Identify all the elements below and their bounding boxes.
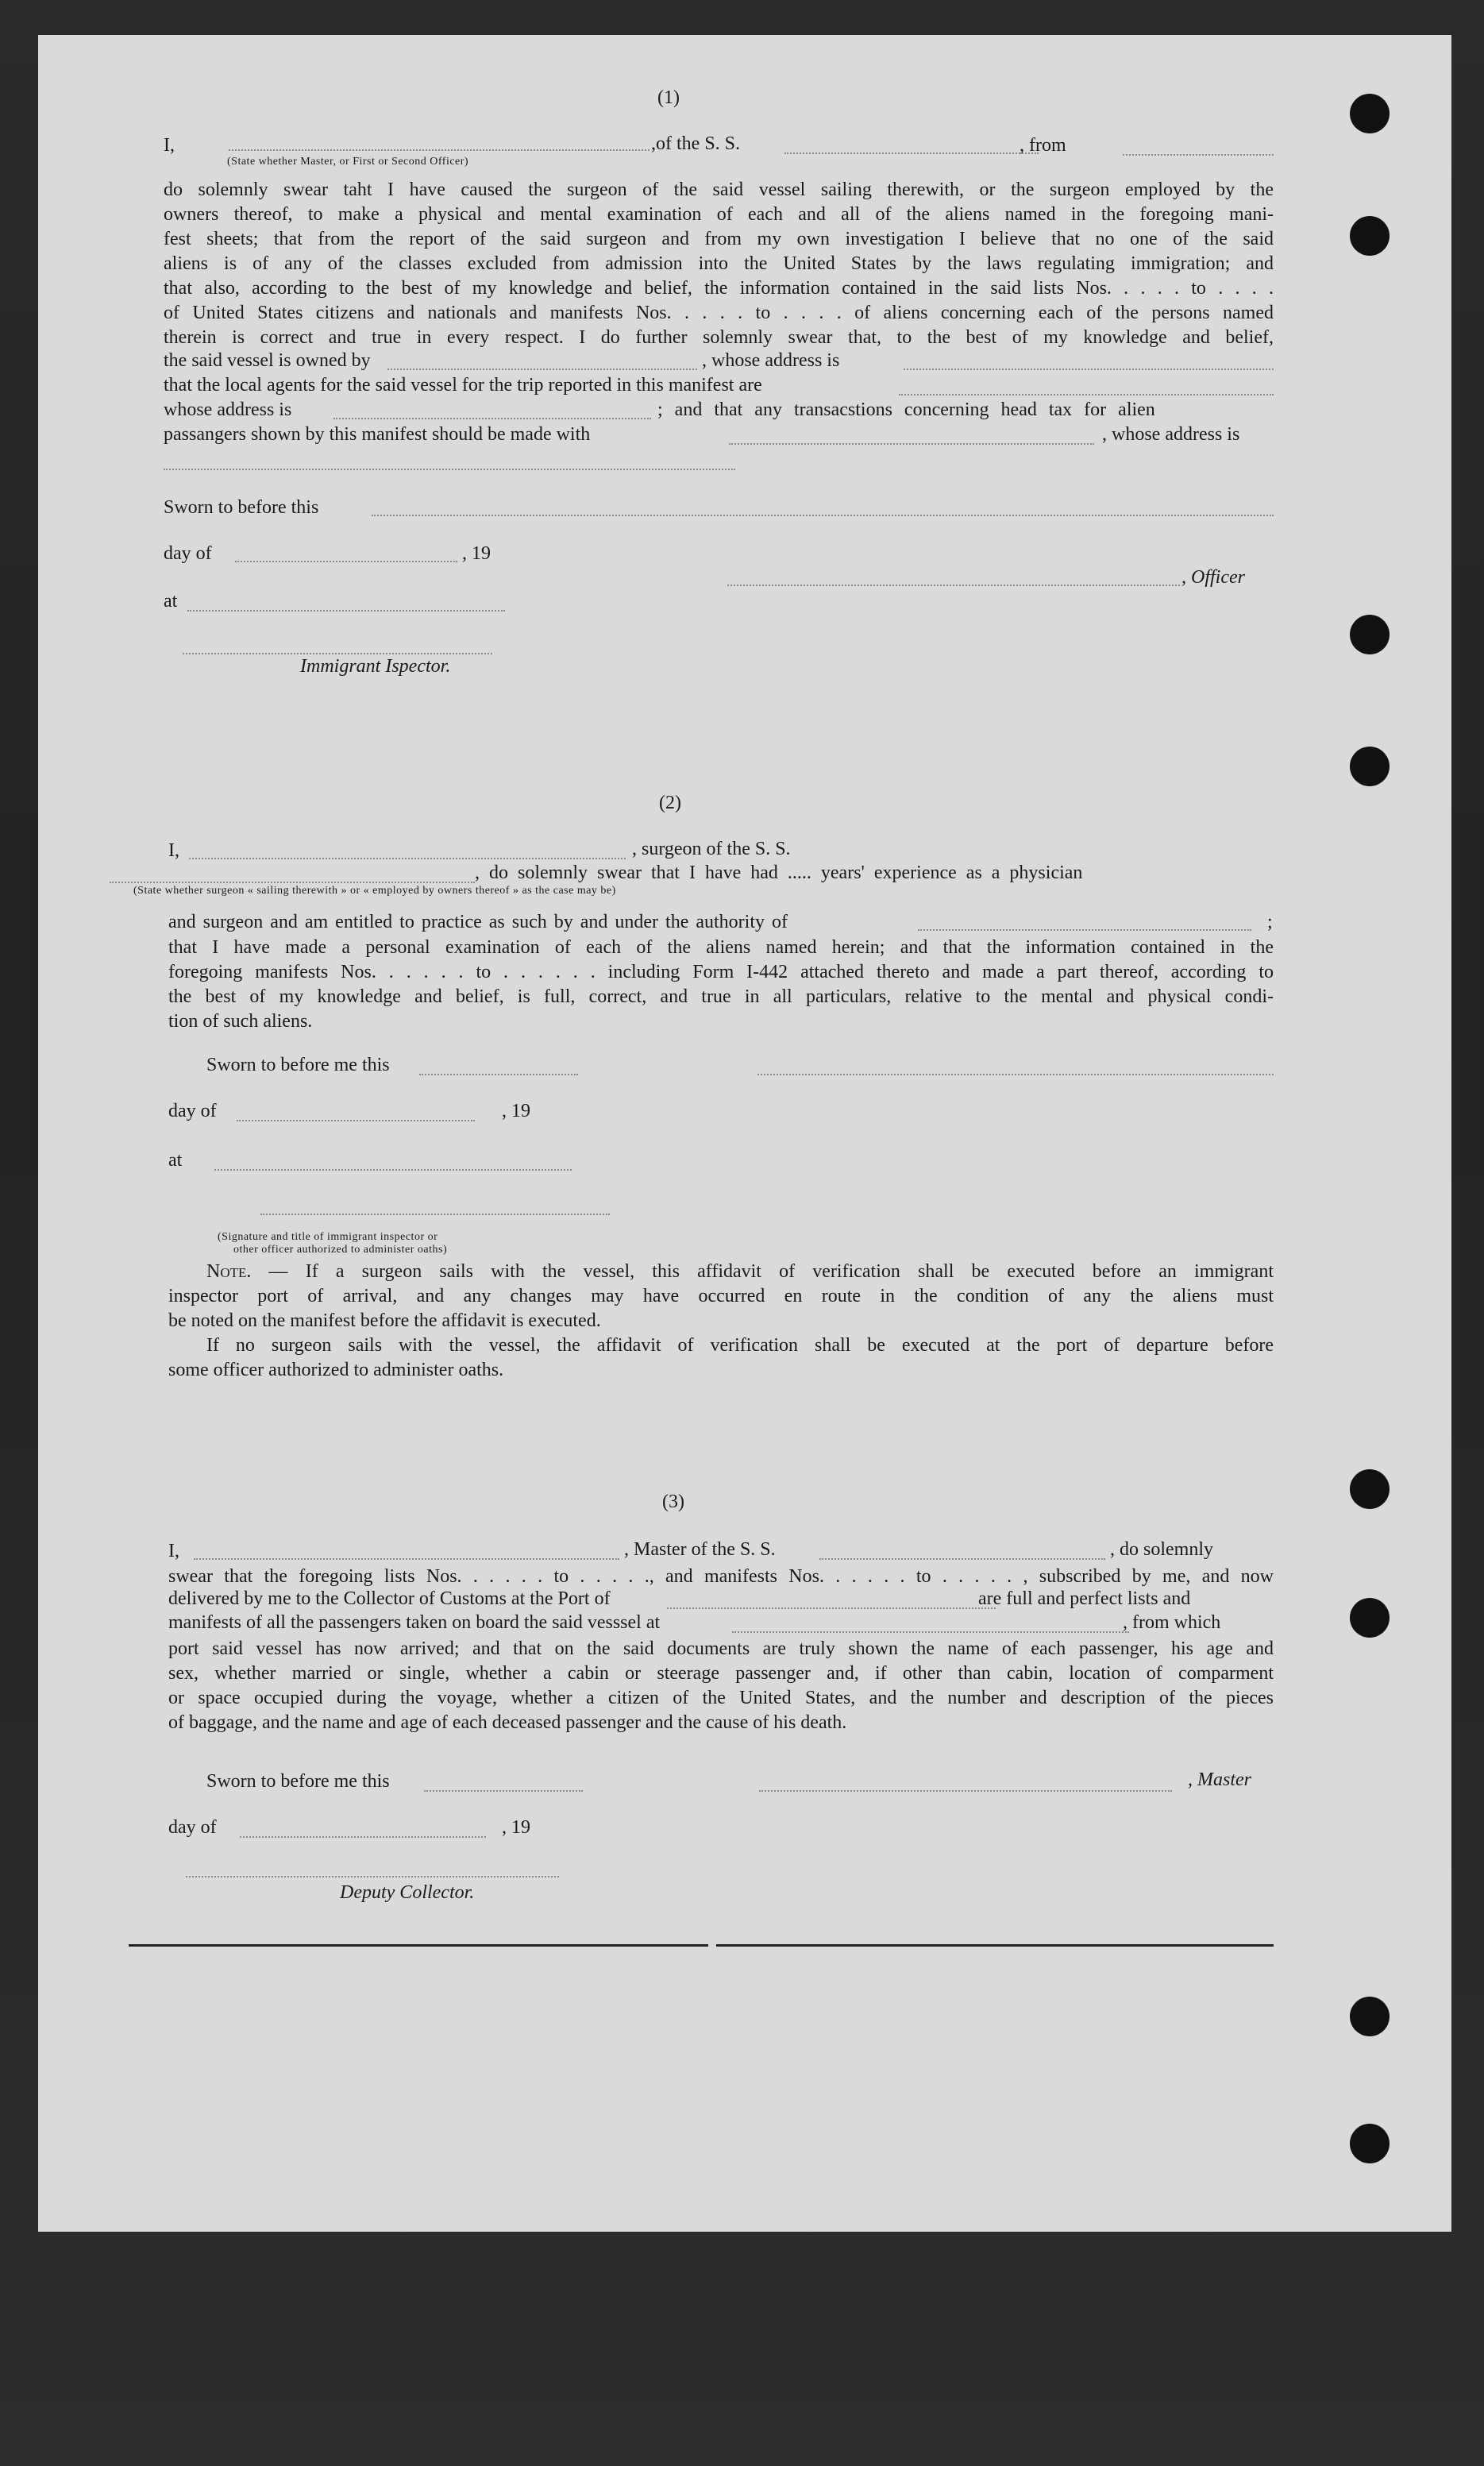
passengers-label: passangers shown by this manifest should be made with xyxy=(164,424,591,445)
local-agents-field[interactable] xyxy=(899,394,1274,396)
bottom-rule xyxy=(716,1944,1274,1947)
paragraph-line xyxy=(168,1333,1274,1358)
note-text: — If a surgeon sails with the vessel, this affidavit of verification shall be executed before an immigrant xyxy=(268,1261,1274,1282)
binder-hole xyxy=(1350,216,1390,256)
head-tax-text: ; and that any transacstions concerning head tax for alien xyxy=(657,399,1155,420)
surgeon-name-field[interactable] xyxy=(189,858,626,859)
owned-by-label: the said vessel is owned by xyxy=(164,350,371,371)
sworn-label-3: Sworn to before me this xyxy=(206,1771,390,1792)
month-field-1[interactable] xyxy=(235,561,457,562)
inspector-signature-field[interactable] xyxy=(183,653,492,654)
year-label-3: , 19 xyxy=(502,1817,530,1838)
section-3-number: (3) xyxy=(662,1492,684,1512)
agent-address-label-2: , whose address is xyxy=(1102,424,1240,445)
sworn-label-2: Sworn to before me this xyxy=(206,1055,390,1075)
paragraph-line xyxy=(168,1260,1274,1284)
deputy-collector-label: Deputy Collector. xyxy=(340,1882,475,1903)
section-2-number: (2) xyxy=(659,793,681,813)
section-3-line-2 xyxy=(168,1565,1274,1589)
sworn-date-field-3[interactable] xyxy=(424,1790,583,1792)
binder-hole xyxy=(1350,2124,1390,2163)
surgeon-ship-field[interactable] xyxy=(110,882,475,883)
port-field[interactable] xyxy=(667,1607,996,1609)
section-1-paragraph xyxy=(164,178,1274,350)
paragraph-line: fest sheets; that from the report of the said surgeon and from my own investigation I believe that no one of the said xyxy=(164,229,1274,249)
paragraph-line: sex, whether married or single, whether a cabin or steerage passenger and, if other than cabin, location of comparment xyxy=(168,1663,1274,1684)
paragraph-line: of United States citizens and nationals and manifests Nos. . . . . to . . . . of aliens concerning each of the persons named xyxy=(164,303,1274,323)
section-1-number: (1) xyxy=(657,87,680,108)
agent-address-label: whose address is xyxy=(164,399,292,420)
sworn-label-1: Sworn to before this xyxy=(164,497,319,518)
manifests-of-label: manifests of all the passengers taken on board the said vesssel at xyxy=(168,1612,661,1633)
binder-hole xyxy=(1350,615,1390,654)
paragraph-line: inspector port of arrival, and any changes may have occurred en route in the condition of any the aliens must xyxy=(168,1286,1274,1306)
binder-hole xyxy=(1350,94,1390,133)
binder-hole xyxy=(1350,1598,1390,1638)
paragraph-line: some officer authorized to administer oaths. xyxy=(168,1360,504,1380)
owner-address-field[interactable] xyxy=(904,369,1274,370)
paragraph-line: tion of such aliens. xyxy=(168,1011,313,1032)
paragraph-line: that also, according to the best of my knowledge and belief, the information contained in the said lists Nos. . . . . to . . . . xyxy=(164,278,1274,299)
note-label: Note. xyxy=(206,1261,252,1282)
paragraph-line: port said vessel has now arrived; and that on the said documents are truly shown the name of each passenger, his age and xyxy=(168,1638,1274,1659)
full-perfect-label: are full and perfect lists and xyxy=(978,1588,1191,1609)
month-field-2[interactable] xyxy=(237,1120,475,1121)
owner-field[interactable] xyxy=(387,369,697,370)
surgeon-signature-field[interactable] xyxy=(757,1074,1274,1075)
head-tax-agent-field[interactable] xyxy=(729,443,1094,445)
at-label-1: at xyxy=(164,591,178,612)
paragraph-line: do solemnly swear taht I have caused the surgeon of the said vessel sailing therewith, or the surgeon employed by the xyxy=(164,179,1274,200)
of-ss-label: ,of the S. S. xyxy=(651,133,741,154)
day-of-label-1: day of xyxy=(164,543,212,564)
sworn-date-field-1[interactable] xyxy=(372,515,1274,516)
section-1-lead: I, xyxy=(164,135,175,156)
paragraph-line: therein is correct and true in every respect. I do further solemnly swear that, to the best of my knowledge and belief, xyxy=(164,327,1274,348)
head-tax-address-field[interactable] xyxy=(164,469,735,470)
binder-hole xyxy=(1350,1469,1390,1509)
paragraph-line: that I have made a personal examination of each of the aliens named herein; and that the information contained in the xyxy=(168,937,1274,958)
inspector-signature-field-2[interactable] xyxy=(260,1214,610,1215)
month-field-3[interactable] xyxy=(240,1836,486,1838)
bottom-rule xyxy=(129,1944,708,1947)
paragraph-line: swear that the foregoing lists Nos. . . . . . to . . . . ., and manifests Nos. . . . . . to . . . . . , subscribed by me, and now xyxy=(168,1566,1274,1587)
officer-label: , Officer xyxy=(1181,567,1245,588)
authority-label: and surgeon and am entitled to practice as such by and under the authority of xyxy=(168,912,788,932)
signature-hint-2: other officer authorized to administer oaths) xyxy=(233,1244,448,1256)
paragraph-line: be noted on the manifest before the affidavit is executed. xyxy=(168,1310,601,1331)
from-port-field[interactable] xyxy=(1123,154,1274,156)
at-field-1[interactable] xyxy=(187,610,505,612)
from-which-label: , from which xyxy=(1123,1612,1221,1633)
officer-signature-field[interactable] xyxy=(727,585,1180,586)
master-name-field[interactable] xyxy=(194,1558,619,1560)
master-of-label: , Master of the S. S. xyxy=(624,1539,776,1560)
surgeon-swear-text: , do solemnly swear that I have had ..... years' experience as a physician xyxy=(475,863,1083,883)
collector-signature-field[interactable] xyxy=(186,1876,559,1877)
paragraph-line: foregoing manifests Nos. . . . . . to . . . . . . including Form I-442 attached thereto and made a part thereof, according to xyxy=(168,962,1274,982)
master-signature-field[interactable] xyxy=(759,1790,1172,1792)
section-2-lead: I, xyxy=(168,840,179,861)
section-3-lead: I, xyxy=(168,1541,179,1561)
section-2-paragraph xyxy=(168,936,1274,1034)
master-ship-field[interactable] xyxy=(819,1558,1105,1560)
master-label: , Master xyxy=(1188,1769,1251,1790)
inspector-label: Immigrant Ispector. xyxy=(300,656,451,677)
at-field-2[interactable] xyxy=(214,1169,572,1171)
boarding-port-field[interactable] xyxy=(732,1631,1129,1633)
paragraph-line: aliens is of any of the classes excluded from admission into the United States by the laws regulating immigration; and xyxy=(164,253,1274,274)
delivered-label: delivered by me to the Collector of Customs at the Port of xyxy=(168,1588,611,1609)
owner-address-label: , whose address is xyxy=(702,350,840,371)
ship-name-field[interactable] xyxy=(784,152,1039,154)
section-3-paragraph xyxy=(168,1637,1274,1735)
surgeon-of-label: , surgeon of the S. S. xyxy=(632,839,791,859)
surgeon-hint: (State whether surgeon « sailing therewith » or « employed by owners thereof » as the case may be) xyxy=(133,885,616,897)
authority-semicolon: ; xyxy=(1267,912,1273,932)
at-label-2: at xyxy=(168,1150,183,1171)
year-label-1: , 19 xyxy=(462,543,491,564)
officer-rank-hint: (State whether Master, or First or Second Officer) xyxy=(227,156,469,168)
paragraph-line: of baggage, and the name and age of each deceased passenger and the cause of his death. xyxy=(168,1712,847,1733)
sworn-date-field-2[interactable] xyxy=(419,1074,578,1075)
local-agents-label: that the local agents for the said vessel for the trip reported in this manifest are xyxy=(164,375,762,396)
paragraph-line: owners thereof, to make a physical and mental examination of each and all of the aliens named in the foregoing mani- xyxy=(164,204,1274,225)
agent-address-field[interactable] xyxy=(333,418,651,419)
note-paragraph xyxy=(168,1260,1274,1383)
day-of-label-3: day of xyxy=(168,1817,217,1838)
authority-field[interactable] xyxy=(918,929,1251,931)
do-solemnly-label: , do solemnly xyxy=(1110,1539,1213,1560)
year-label-2: , 19 xyxy=(502,1101,530,1121)
paragraph-line: the best of my knowledge and belief, is full, correct, and true in all particulars, relative to the mental and physical condi- xyxy=(168,986,1274,1007)
from-label: , from xyxy=(1020,135,1066,156)
signature-hint-1: (Signature and title of immigrant inspector or xyxy=(218,1231,438,1243)
form-page xyxy=(38,35,1451,2232)
binder-hole xyxy=(1350,1997,1390,2036)
day-of-label-2: day of xyxy=(168,1101,217,1121)
binder-hole xyxy=(1350,747,1390,786)
officer-name-field[interactable] xyxy=(229,149,649,151)
note2-text: If no surgeon sails with the vessel, the affidavit of verification shall be executed at the port of departure before xyxy=(206,1335,1274,1356)
paragraph-line: or space occupied during the voyage, whether a citizen of the United States, and the number and description of the pieces xyxy=(168,1688,1274,1708)
